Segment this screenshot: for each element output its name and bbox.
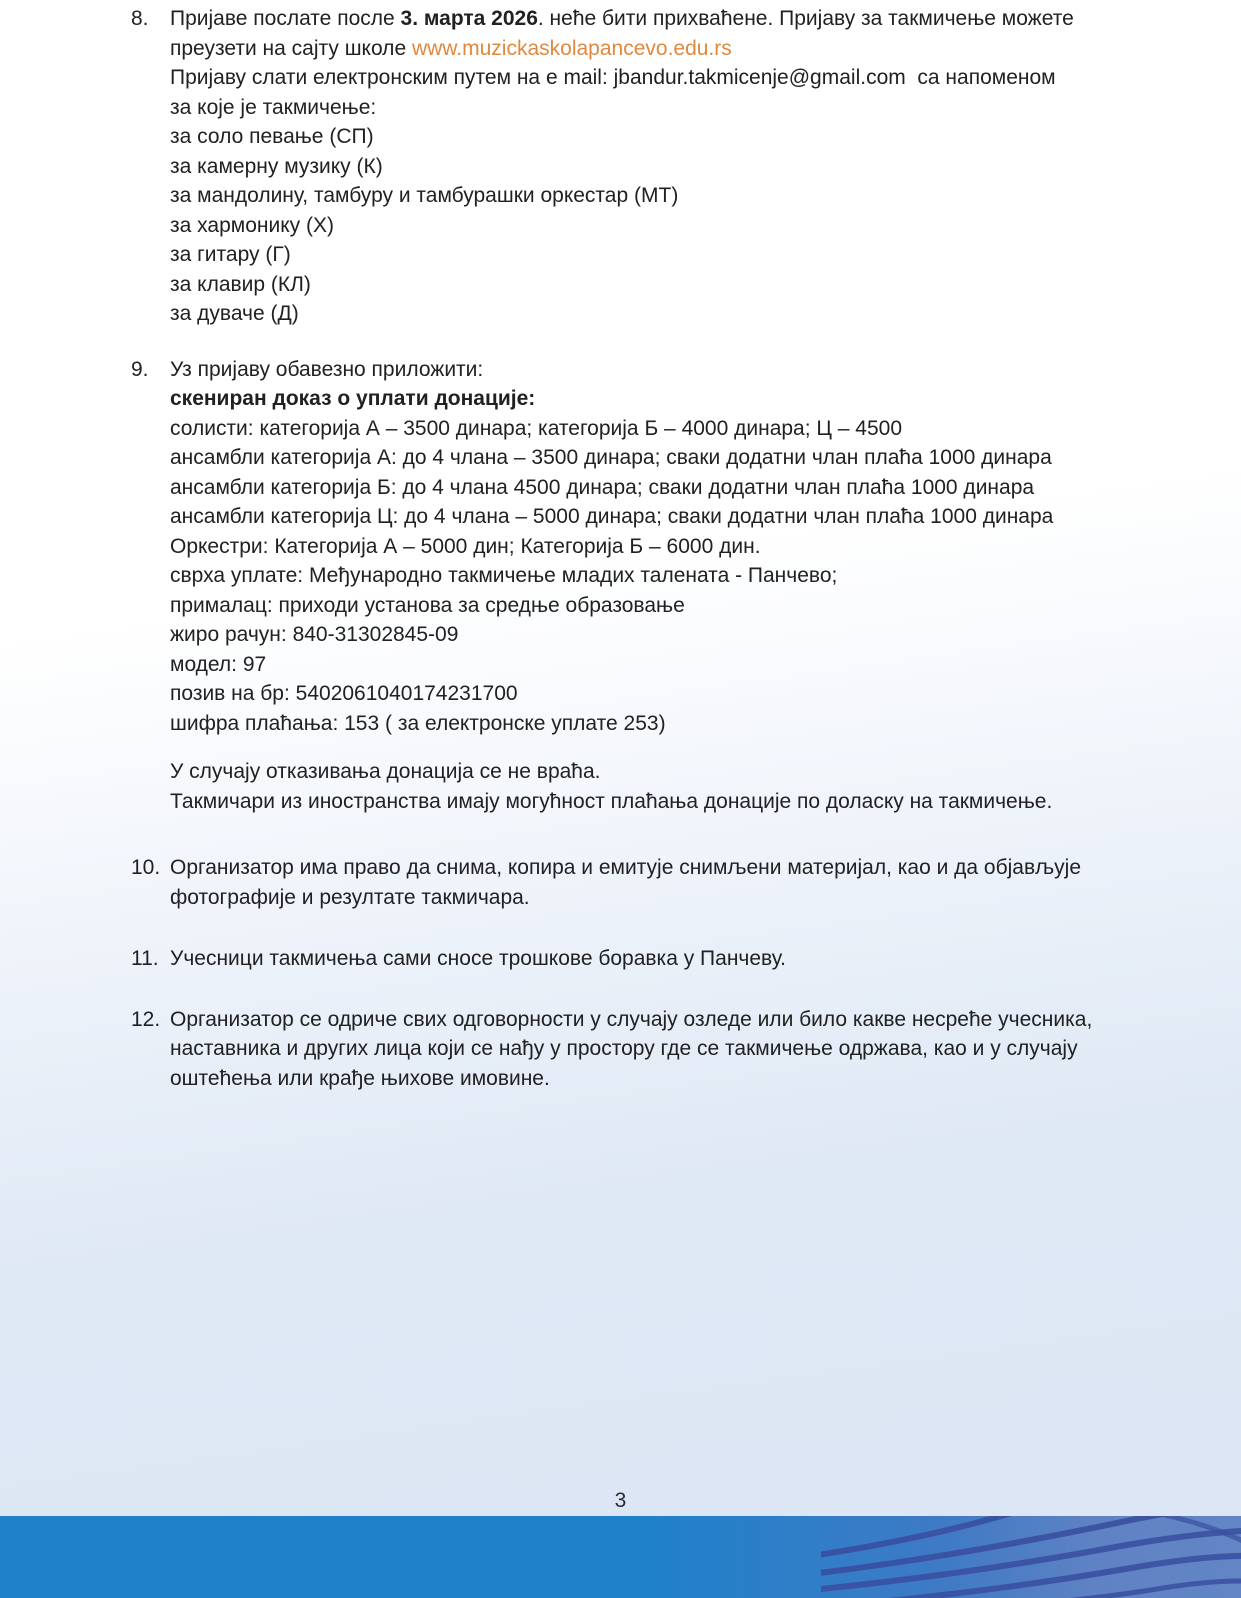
list-item-10-number: 10.: [131, 856, 161, 879]
category-line: за соло певање (СП): [170, 125, 374, 148]
list-item-12: [131, 1005, 1151, 1094]
document-body: [131, 4, 1151, 1093]
payment-line: ансамбли категорија Б: до 4 члана 4500 динара; сваки додатни члан плаћа 1000 динара: [170, 475, 1035, 499]
deadline-date: 3. марта 2026: [400, 7, 538, 30]
item-8-line-1-prefix: Пријаве послате после: [170, 7, 401, 30]
cancellation-note: У случају отказивања донација се не враћа.: [170, 760, 601, 783]
payment-line: позив на бр: 5402061040174231700: [170, 682, 518, 705]
category-line: за дуваче (Д): [170, 302, 299, 325]
foreign-participants-note: Такмичари из иностранства имају могућност плаћања донације по доласку на такмичење.: [170, 789, 1053, 813]
item-8-line-2: [170, 34, 1148, 64]
category-line: за гитару (Г): [170, 243, 291, 266]
donation-proof-heading: скениран доказ о уплати донације:: [170, 387, 536, 410]
category-line: за камерну музику (К): [170, 154, 383, 178]
list-item-9: [131, 355, 1151, 817]
item-8-line-1-suffix: . неће бити прихваћене. Пријаву за такмичење можете: [537, 7, 1074, 30]
payment-line: жиро рачун: 840-31302845-09: [170, 623, 459, 646]
list-item-8-number: 8.: [131, 7, 149, 30]
footer-band: [0, 1516, 1241, 1598]
item-12-text: Организатор се одриче свих одговорности у случају озледе или било какве несреће учесника, наставника и других лица који се нађу у простору где се такмичење одржава, као и у случају оштећења или крађе њихове имовине.: [170, 1007, 1099, 1090]
footer-waves-icon: [821, 1516, 1241, 1598]
item-9-intro: Уз пријаву обавезно приложити:: [170, 357, 484, 381]
item-10-text: Организатор има право да снима, копира и емитује снимљени материјал, као и да објављује фотографије и резултате такмичара.: [170, 856, 1087, 909]
item-11-text: Учесници такмичења сами сносе трошкове боравка у Панчеву.: [170, 947, 786, 970]
payment-line: прималац: приходи установа за средње образовање: [170, 593, 685, 617]
list-item-9-number: 9.: [131, 357, 149, 381]
item-8-intro-line: за које је такмичење:: [170, 95, 377, 119]
payment-line: Оркестри: Категорија А – 5000 дин; Категорија Б – 6000 дин.: [170, 534, 761, 558]
list-item-11: [131, 944, 1151, 974]
payment-line: солисти: категорија А – 3500 динара; категорија Б – 4000 динара; Ц – 4500: [170, 416, 903, 440]
category-line: за хармонику (Х): [170, 213, 334, 237]
payment-line: ансамбли категорија А: до 4 члана – 3500 динара; сваки додатни члан плаћа 1000 динара: [170, 446, 1052, 469]
school-website-link[interactable]: www.muzickaskolapancevo.edu.rs: [411, 36, 732, 60]
payment-line: шифра плаћања: 153 ( за електронске уплате 253): [170, 711, 666, 735]
category-line: за клавир (КЛ): [170, 272, 311, 296]
list-item-11-number: 11.: [131, 947, 159, 970]
page-number: 3: [614, 1489, 627, 1512]
payment-line: модел: 97: [170, 652, 267, 676]
item-8-email-line: Пријаву слати електронским путем на е mail: jbandur.takmicenje@gmail.com са напоменом: [170, 66, 1056, 89]
item-8-line-1: [170, 4, 1148, 34]
list-item-10: [131, 853, 1151, 912]
list-item-12-number: 12.: [131, 1007, 161, 1031]
payment-line: сврха уплате: Међународно такмичење младих талената - Панчево;: [170, 564, 838, 587]
item-8-line-2-prefix: преузети на сајту школе: [170, 36, 412, 60]
payment-line: ансамбли категорија Ц: до 4 члана – 5000 динара; сваки додатни члан плаћа 1000 динара: [170, 505, 1054, 528]
list-item-8: [131, 4, 1151, 329]
category-line: за мандолину, тамбуру и тамбурашки оркестар (МТ): [170, 184, 679, 207]
